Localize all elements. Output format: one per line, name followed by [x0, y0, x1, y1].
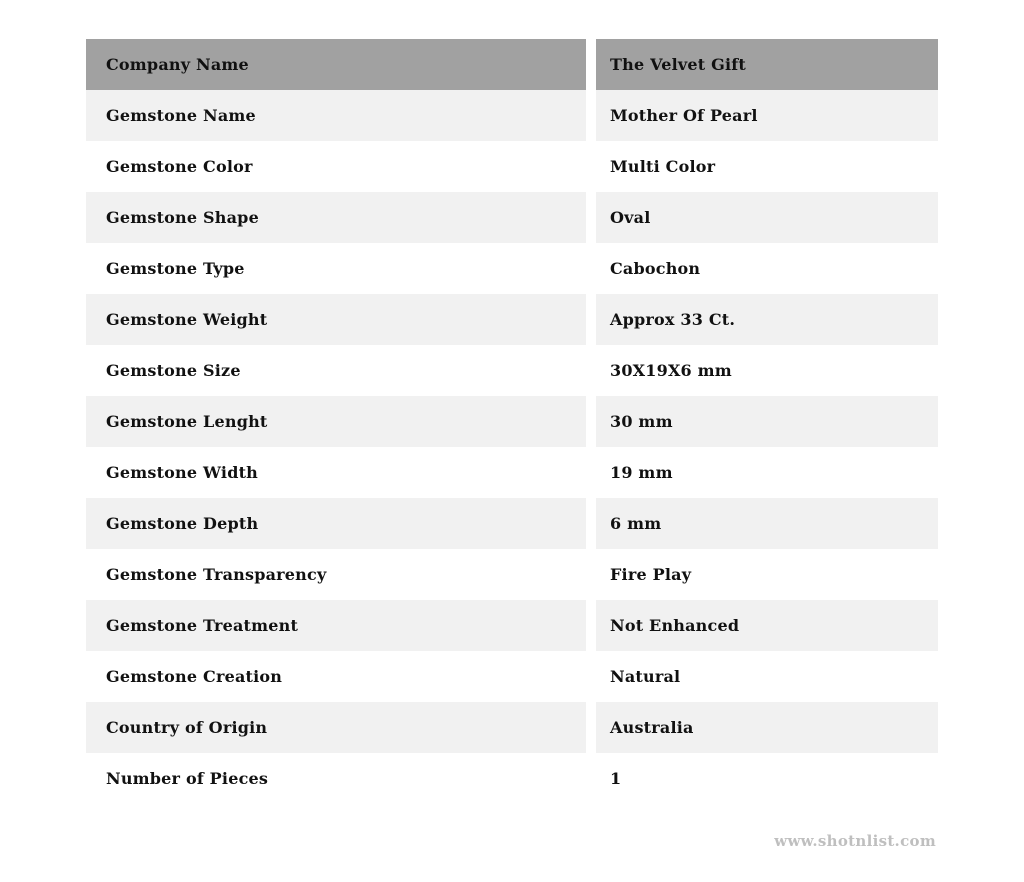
row-value-text: Natural: [610, 667, 681, 686]
row-label-text: Gemstone Treatment: [106, 616, 299, 635]
row-value-cell: [596, 447, 938, 498]
row-value-text: Approx 33 Ct.: [610, 310, 736, 329]
row-value-cell: [596, 600, 938, 651]
row-label-text: Gemstone Name: [106, 106, 256, 125]
row-value-text: Cabochon: [610, 259, 701, 278]
row-value-text: 30 mm: [610, 412, 673, 431]
row-label-cell: [86, 396, 586, 447]
row-label-cell: [86, 141, 586, 192]
table-row: [86, 192, 938, 243]
row-label-cell: [86, 90, 586, 141]
row-label-text: Gemstone Creation: [106, 667, 283, 686]
table-row: [86, 345, 938, 396]
row-value-text: Fire Play: [610, 565, 692, 584]
row-value-cell: [596, 141, 938, 192]
header-label-cell: [86, 39, 586, 90]
row-label-text: Gemstone Lenght: [106, 412, 268, 431]
table-row: [86, 447, 938, 498]
row-value-text: Mother Of Pearl: [610, 106, 758, 125]
row-value-text: 6 mm: [610, 514, 662, 533]
table-row: [86, 702, 938, 753]
row-label-text: Gemstone Width: [106, 463, 259, 482]
row-value-cell: [596, 396, 938, 447]
row-label-text: Country of Origin: [106, 718, 268, 737]
row-value-cell: [596, 498, 938, 549]
row-label-text: Gemstone Shape: [106, 208, 259, 227]
row-value-cell: [596, 192, 938, 243]
row-value-cell: [596, 702, 938, 753]
row-label-text: Number of Pieces: [106, 769, 269, 788]
table-row: [86, 396, 938, 447]
row-label-text: Gemstone Weight: [106, 310, 268, 329]
table-row: [86, 600, 938, 651]
table-row: [86, 141, 938, 192]
row-label-cell: [86, 192, 586, 243]
row-value-text: 30X19X6 mm: [610, 361, 732, 380]
row-value-cell: [596, 651, 938, 702]
watermark-text: www.shotnlist.com: [774, 832, 936, 850]
table-row: [86, 243, 938, 294]
row-label-cell: [86, 651, 586, 702]
row-label-text: Gemstone Size: [106, 361, 241, 380]
table-row: [86, 651, 938, 702]
row-label-cell: [86, 498, 586, 549]
row-label-cell: [86, 753, 586, 804]
header-label-text: Company Name: [106, 55, 249, 74]
table-row: [86, 90, 938, 141]
row-label-cell: [86, 345, 586, 396]
table-row: [86, 294, 938, 345]
table-header-row: [86, 39, 938, 90]
row-value-text: Multi Color: [610, 157, 716, 176]
row-value-cell: [596, 345, 938, 396]
row-label-text: Gemstone Color: [106, 157, 253, 176]
row-label-cell: [86, 600, 586, 651]
table-row: [86, 498, 938, 549]
row-label-cell: [86, 447, 586, 498]
table-row: [86, 753, 938, 804]
header-value-cell: [596, 39, 938, 90]
row-label-text: Gemstone Type: [106, 259, 245, 278]
row-label-cell: [86, 243, 586, 294]
row-value-text: 19 mm: [610, 463, 673, 482]
row-value-cell: [596, 294, 938, 345]
row-value-cell: [596, 90, 938, 141]
row-value-text: Oval: [610, 208, 651, 227]
row-label-cell: [86, 294, 586, 345]
row-value-cell: [596, 243, 938, 294]
row-label-text: Gemstone Transparency: [106, 565, 327, 584]
table-body: [86, 90, 938, 804]
table-row: [86, 549, 938, 600]
row-label-cell: [86, 702, 586, 753]
gemstone-spec-table: [86, 39, 938, 804]
row-label-cell: [86, 549, 586, 600]
header-value-text: The Velvet Gift: [610, 55, 746, 74]
row-value-cell: [596, 753, 938, 804]
row-value-text: Not Enhanced: [610, 616, 740, 635]
row-value-text: 1: [610, 769, 622, 788]
row-value-cell: [596, 549, 938, 600]
row-label-text: Gemstone Depth: [106, 514, 259, 533]
row-value-text: Australia: [610, 718, 694, 737]
